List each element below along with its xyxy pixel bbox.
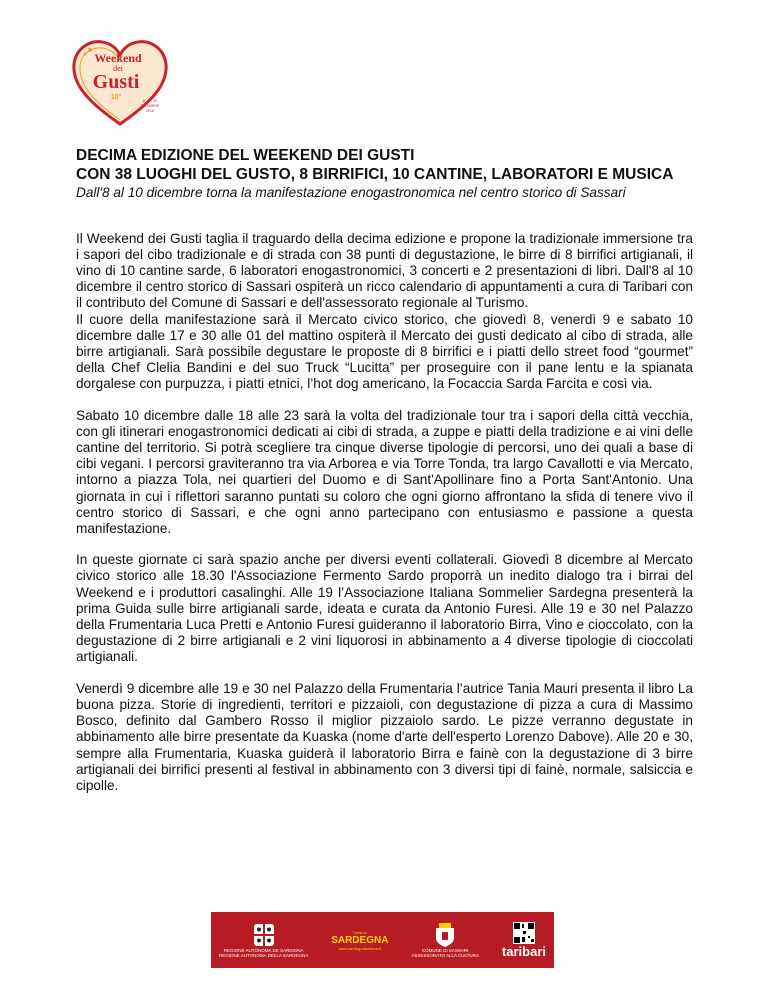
taribari-wordmark: taribari: [501, 943, 546, 959]
sardegna-small: Turismo: [352, 929, 367, 935]
comune-crest-icon: [434, 922, 456, 948]
article-subtitle: Dall'8 al 10 dicembre torna la manifestazione enogastronomica nel centro storico di Sassari: [76, 185, 626, 201]
comune-sassari-logo: [411, 916, 479, 964]
weekend-dei-gusti-logo: [68, 38, 172, 126]
logo-edition: 10°: [110, 94, 122, 101]
title-line-2: CON 38 LUOGHI DEL GUSTO, 8 BIRRIFICI, 10 CANTINE, LABORATORI E MUSICA: [76, 166, 674, 184]
logo-word-gusti: Gusti: [92, 71, 140, 93]
title-line-1: DECIMA EDIZIONE DEL WEEKEND DEI GUSTI: [76, 147, 415, 164]
logo-dates-3: 2016: [146, 109, 154, 113]
taribari-logo: [502, 916, 546, 964]
regione-sardegna-logo: [219, 916, 308, 964]
logo-dates-2: DICEMBRE: [140, 104, 160, 108]
paragraph-5: Venerdì 9 dicembre alle 19 e 30 nel Palazzo della Frumentaria l’autrice Tania Mauri presenta il libro La buona pizza. Storie di ingredienti, territori e pizzaioli, con degustazione di pizza a cura di Massimo Bosco, definito dal Gambero Rosso il miglior pizzaiolo sardo. Le pizze verranno degustate in abbinamento alle birre presentate da Kuaska (nome d'arte dell'esperto Lorenzo Dabove). Alle 20 e 30, sempre alla Frumentaria, Kuaska guiderà il laboratorio Birra e fainè con la degustazione di 3 birre artigianali dei birrifici presenti al festival in abbinamento con 3 diversi tipi di fainè, normale, salsiccia e cipolle.: [76, 680, 693, 793]
logo-word-weekend: Weekend: [94, 51, 142, 65]
comune-label: COMUNE DI SASSARI: [421, 948, 469, 953]
article-body: [76, 231, 693, 795]
regione-sub: REGIONE AUTONOMA DELLA SARDEGNA: [219, 953, 309, 958]
regione-crest-icon: [251, 922, 277, 948]
logo-dates-1: 8 - 9 - 10: [142, 99, 158, 103]
sponsor-banner: [211, 912, 554, 968]
article: [76, 146, 693, 794]
paragraph-1: Il Weekend dei Gusti taglia il traguardo della decima edizione e propone la tradizionale immersione tra i sapori del cibo tradizionale e di strada con 38 punti di degustazione, le birre di 8 birrifici artigianali, il vino di 10 cantine sarde, 6 laboratori enogastronomici, 3 concerti e 2 presentazioni di libri. Dall'8 al 10 dicembre il centro storico di Sassari ospiterà un ricco calendario di appuntamenti a cura di Taribari con il contributo del Comune di Sassari e dell'assessorato regionale al Turismo.: [76, 230, 693, 311]
sardegna-turismo-logo: [331, 916, 388, 964]
logo-word-dei: dei: [113, 64, 123, 73]
heart-logo-icon: [68, 38, 172, 126]
sardegna-url: www.sardegnaturismo.it: [338, 945, 382, 951]
paragraph-3: Sabato 10 dicembre dalle 18 alle 23 sarà la volta del tradizionale tour tra i sapori della città vecchia, con gli itinerari enogastronomici dedicati ai cibi di strada, a zuppe e piatti della tradizione e ai vini delle cantine del territorio. Si potrà scegliere tra cinque diverse tipologie di percorsi, uno dei quali a base di cibi vegani. I percorsi graviteranno tra via Arborea e via Torre Tonda, tra largo Cavallotti e via Mercato, intorno a piazza Tola, nei quartieri del Duomo e di Sant'Apollinare fino a Porta Sant'Antonio. Una giornata in cui i riflettori saranno puntati su coloro che ogni giorno affrontano la sfida di tenere vivo il centro storico di Sassari, e che ogni anno partecipano con entusiasmo e passione a questa manifestazione.: [76, 407, 693, 537]
sardegna-title: SARDEGNA: [331, 934, 389, 946]
comune-sub: ASSESSORATO ALLA CULTURA: [411, 953, 479, 958]
paragraph-4: In queste giornate ci sarà spazio anche per diversi eventi collaterali. Giovedì 8 dicembre al Mercato civico storico alle 18.30 l'Associazione Fermento Sardo proporrà un inedito dialogo tra i birrai del Weekend e i produttori casalinghi. Alle 19 l’Associazione Italiana Sommelier Sardegna presenterà la prima Guida sulle birre artigianali sarde, ideata e curata da Antonio Furesi. Alle 19 e 30 nel Palazzo della Frumentaria Luca Pretti e Antonio Furesi guideranno il laboratorio Birra, Vino e cioccolato, con la degustazione di 2 birre artigianali e 2 vini liquorosi in abbinamento a 4 diverse tipologie di cioccolati artigianali.: [76, 552, 693, 665]
qr-code-icon: [513, 922, 535, 944]
regione-label: REGIONE AUTÒNOMA DE SARDIGNA: [223, 948, 304, 953]
article-title: [76, 146, 693, 184]
paragraph-2: Il cuore della manifestazione sarà il Mercato civico storico, che giovedì 8, venerdì 9 e sabato 10 dicembre dalle 17 e 30 alle 01 del mattino ospiterà il Mercato dei gusti dedicato al cibo di strada, alle birre artigianali. Sarà possibile degustare le proposte di 8 birrifici e i piatti dello street food “gourmet” della Chef Clelia Bandini e del suo Truck “Lucitta” per proseguire con il pane lentu e la spianata dorgalese con purpuzza, i piatti etnici, l’hot dog americano, la Focaccia Sarda Farcita e così via.: [76, 311, 693, 392]
